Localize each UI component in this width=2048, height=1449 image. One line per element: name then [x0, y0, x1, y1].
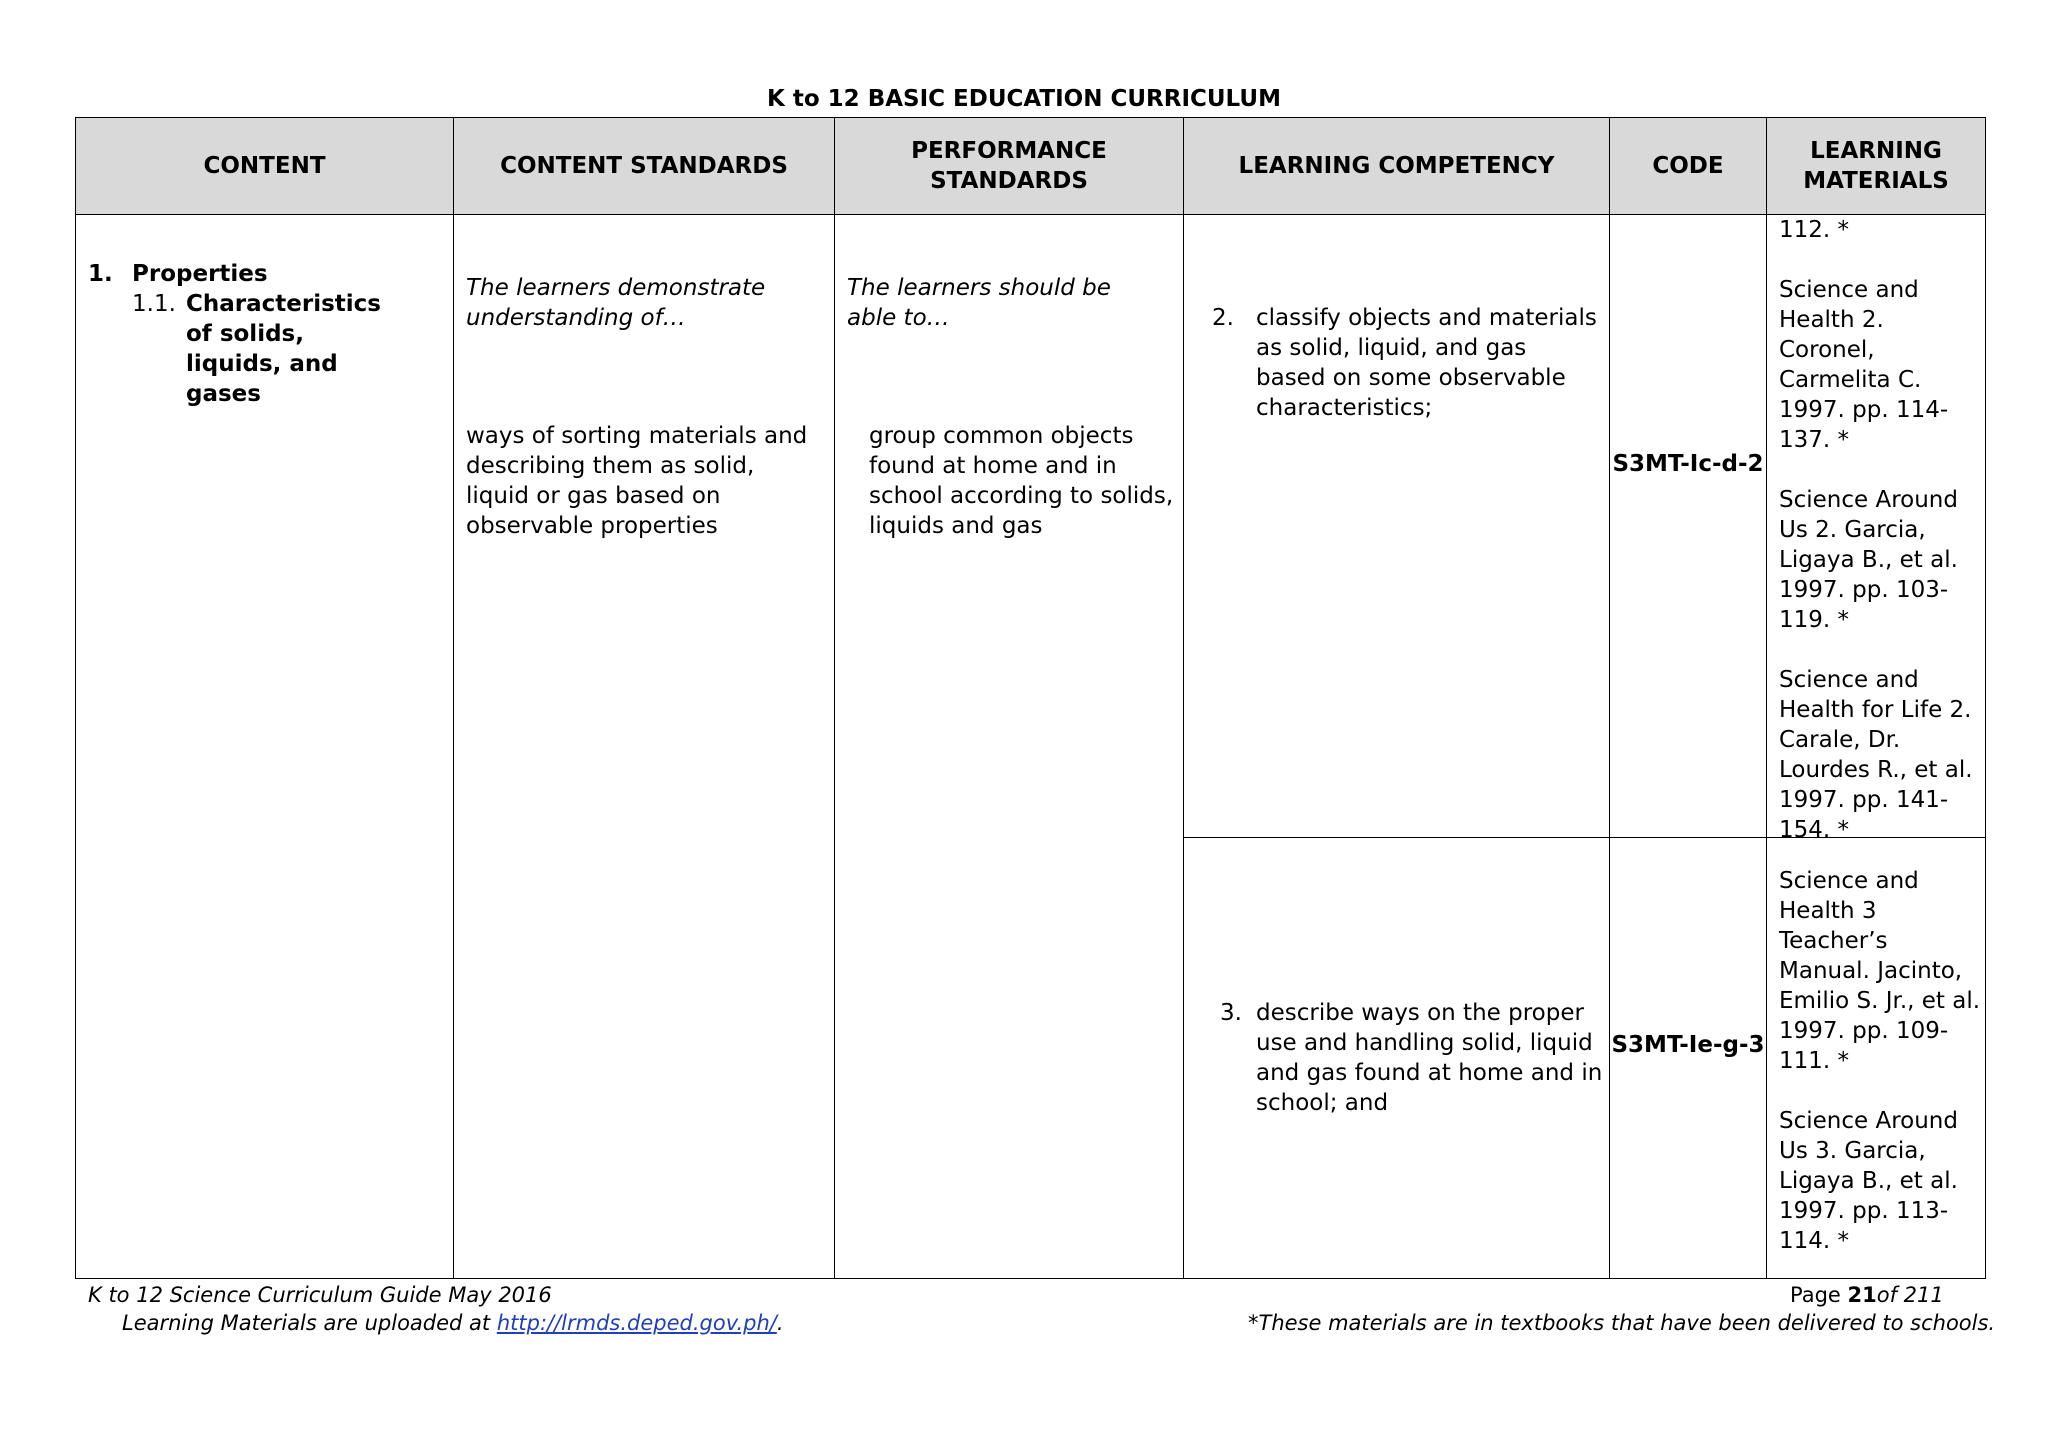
materials-list [1779, 215, 1984, 845]
competency-number: 3. [1220, 1000, 1242, 1026]
content-subtopic-label: Characteristics of solids, liquids, and gases [186, 291, 381, 407]
content-topic-number: 1. [88, 261, 113, 287]
header-learning-competency: LEARNING COMPETENCY [1184, 118, 1610, 215]
learning-materials-cell [1767, 838, 1986, 1279]
content-standards-intro: The learners demonstrate understanding of… [466, 275, 766, 331]
performance-standards-cell [835, 215, 1184, 1279]
page-prefix: Page [1790, 1283, 1848, 1307]
header-content: CONTENT [76, 118, 454, 215]
footer-upload-note [122, 1311, 784, 1335]
header-code: CODE [1610, 118, 1767, 215]
competency-text: classify objects and materials as solid, liquid, and gas based on some observable characteristics; [1256, 305, 1597, 421]
content-subtopic [132, 289, 392, 409]
content-topic [88, 259, 268, 289]
performance-standards-intro: The learners should be able to… [847, 275, 1111, 331]
page-number [1790, 1283, 1944, 1307]
curriculum-table [75, 117, 1986, 1279]
competency-number: 2. [1212, 305, 1234, 331]
content-topic-label: Properties [132, 261, 268, 287]
competency-code: S3MT-Ic-d-2 [1612, 451, 1764, 477]
material-item: Science and Health 3 Teacher’s Manual. Jacinto, Emilio S. Jr., et al. 1997. pp. 109-111. * [1779, 868, 1981, 1074]
learning-competency-cell [1184, 215, 1610, 838]
footer-guide-title: K to 12 Science Curriculum Guide May 2016 [88, 1283, 552, 1307]
header-learning-materials: LEARNING MATERIALS [1767, 118, 1986, 215]
material-item: Science and Health 2. Coronel, Carmelita C. 1997. pp. 114-137. * [1779, 277, 1949, 453]
header-performance-standards: PERFORMANCE STANDARDS [835, 118, 1184, 215]
competency-item [1220, 998, 1605, 1118]
content-subtopic-number: 1.1. [132, 291, 176, 317]
code-cell [1610, 838, 1767, 1279]
content-standards-cell [454, 215, 835, 1279]
page-current: 21 [1847, 1283, 1877, 1307]
materials-list [1779, 866, 1984, 1256]
material-item: Science Around Us 2. Garcia, Ligaya B., et al. 1997. pp. 103-119. * [1779, 487, 1958, 633]
competency-code: S3MT-Ie-g-3 [1611, 1032, 1765, 1058]
performance-standards-text: group common objects found at home and in school according to solids, liquids and gas [869, 423, 1174, 539]
learning-competency-cell [1184, 838, 1610, 1279]
footer-textbook-note: *These materials are in textbooks that have been delivered to schools. [1248, 1311, 1996, 1335]
material-item: 112. * [1779, 217, 1850, 243]
header-row [76, 118, 1986, 215]
table-row [76, 215, 1986, 838]
lrmds-link[interactable]: http://lrmds.deped.gov.ph/ [496, 1311, 777, 1335]
code-cell [1610, 215, 1767, 838]
footer-upload-prefix: Learning Materials are uploaded at [122, 1311, 497, 1335]
learning-materials-cell [1767, 215, 1986, 843]
competency-item [1212, 303, 1597, 423]
page-total: of 211 [1876, 1283, 1944, 1307]
competency-text: describe ways on the proper use and handling solid, liquid and gas found at home and in school; and [1256, 1000, 1603, 1116]
document-title: K to 12 BASIC EDUCATION CURRICULUM [767, 86, 1281, 112]
material-item: Science Around Us 3. Garcia, Ligaya B., et al. 1997. pp. 113-114. * [1779, 1108, 1958, 1254]
content-standards-text: ways of sorting materials and describing them as solid, liquid or gas based on observable properties [466, 423, 808, 539]
header-content-standards: CONTENT STANDARDS [454, 118, 835, 215]
footer-upload-suffix: . [776, 1311, 784, 1335]
material-item: Science and Health for Life 2. Carale, Dr. Lourdes R., et al. 1997. pp. 141-154. * [1779, 667, 1973, 843]
content-cell [76, 215, 454, 1279]
